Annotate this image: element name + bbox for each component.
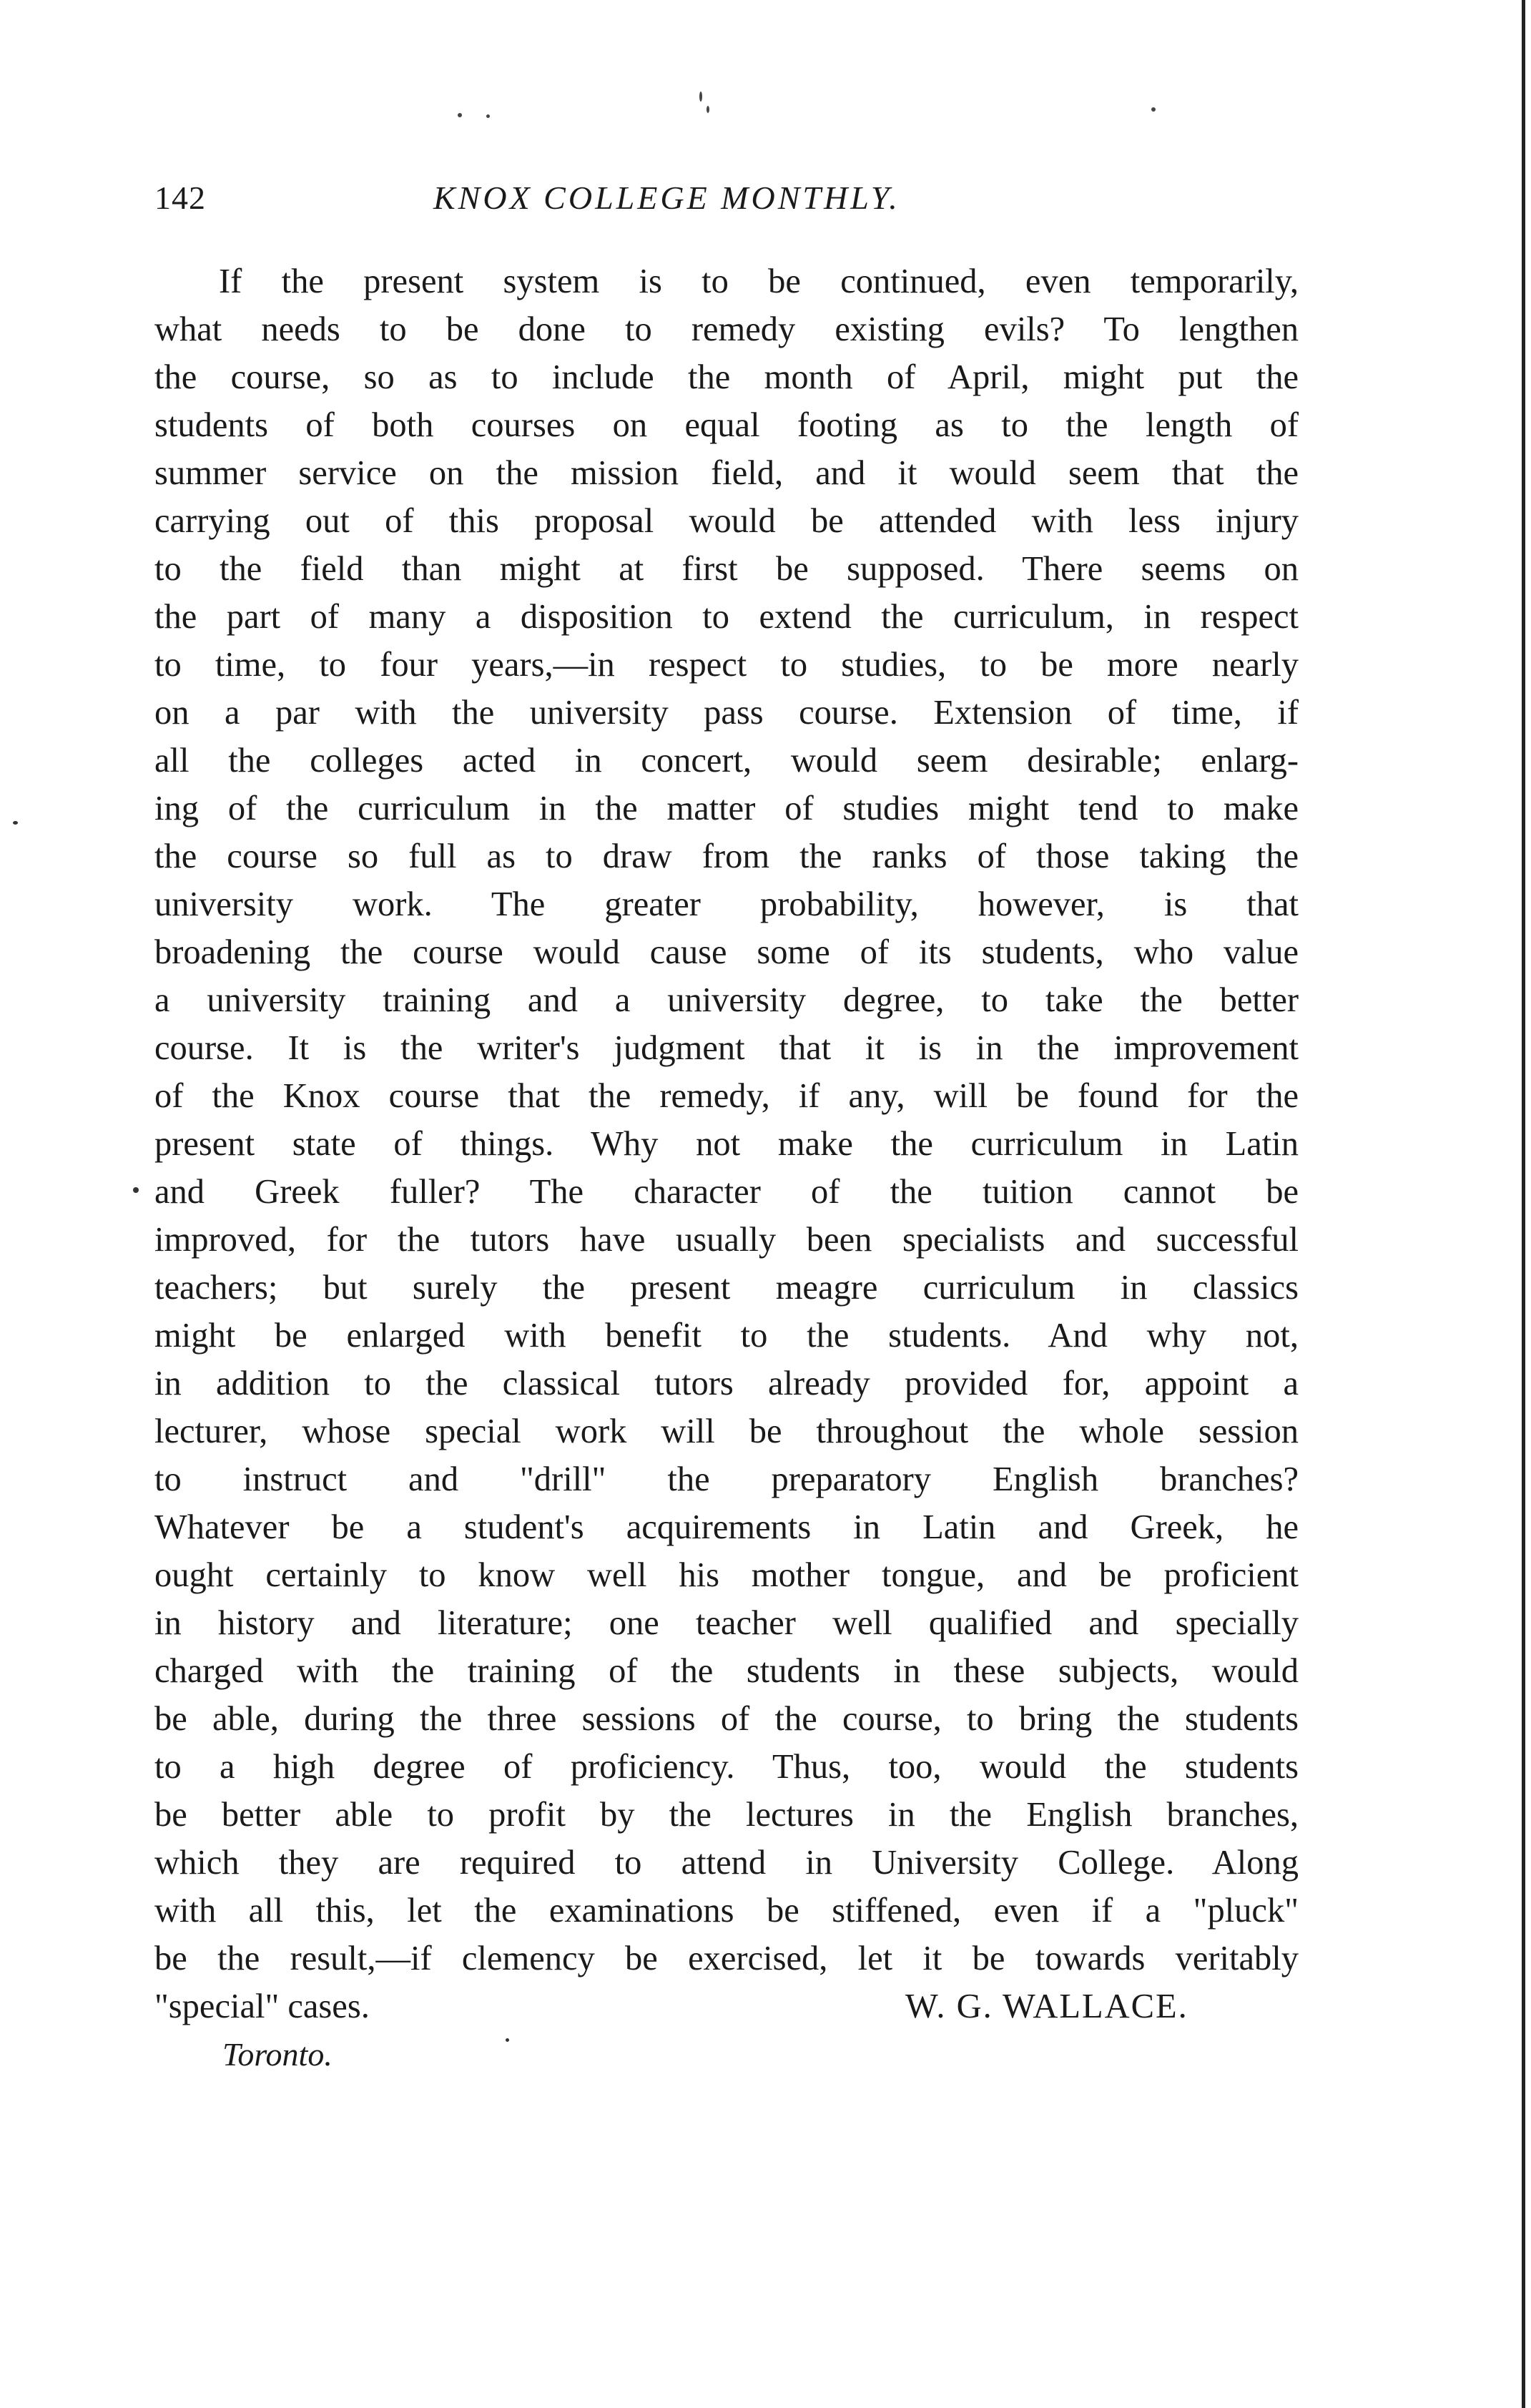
text-line: students of both courses on equal footing as to the length of bbox=[154, 406, 1299, 444]
text-line: Whatever be a student's acquirements in Latin and Greek, he bbox=[154, 1508, 1299, 1546]
text-line: carrying out of this proposal would be attended with less injury bbox=[154, 502, 1299, 540]
text-line: on a par with the university pass course. Extension of time, if bbox=[154, 694, 1299, 732]
text-line: university work. The greater probability, however, is that bbox=[154, 885, 1299, 923]
scan-speck bbox=[1151, 107, 1156, 112]
scan-speck bbox=[486, 114, 490, 118]
text-line: a university training and a university degree, to take the better bbox=[154, 981, 1299, 1019]
text-line: all the colleges acted in concert, would seem desirable; enlarg- bbox=[154, 742, 1299, 780]
text-line: ing of the curriculum in the matter of studies might tend to make bbox=[154, 790, 1299, 827]
running-head: KNOX COLLEGE MONTHLY. bbox=[433, 180, 900, 216]
text-line: summer service on the mission field, and it would seem that the bbox=[154, 454, 1299, 492]
text-line: with all this, let the examinations be stiffened, even if a "pluck" bbox=[154, 1892, 1299, 1930]
text-line: be better able to profit by the lectures in the English branches, bbox=[154, 1796, 1299, 1834]
scan-speck bbox=[458, 113, 462, 117]
text-line: in history and literature; one teacher well qualified and specially bbox=[154, 1604, 1299, 1642]
scan-speck bbox=[699, 92, 702, 102]
text-line: and Greek fuller? The character of the tuition cannot be bbox=[154, 1173, 1299, 1211]
text-line: course. It is the writer's judgment that it is in the improvement bbox=[154, 1029, 1299, 1067]
article-body bbox=[154, 257, 1299, 2078]
text-line: teachers; but surely the present meagre curriculum in classics bbox=[154, 1269, 1299, 1307]
text-line: ought certainly to know well his mother tongue, and be proficient bbox=[154, 1556, 1299, 1594]
scan-speck bbox=[707, 106, 709, 113]
place-of-writing: Toronto. bbox=[222, 2036, 333, 2073]
text-line: If the present system is to be continued, even temporarily, bbox=[219, 262, 1299, 300]
text-line: of the Knox course that the remedy, if any, will be found for the bbox=[154, 1077, 1299, 1115]
text-line: to time, to four years,—in respect to studies, to be more nearly bbox=[154, 646, 1299, 684]
text-line: broadening the course would cause some of its students, who value bbox=[154, 933, 1299, 971]
author-signature: W. G. WALLACE. bbox=[905, 1987, 1188, 2025]
text-line: might be enlarged with benefit to the students. And why not, bbox=[154, 1317, 1299, 1355]
text-line: lecturer, whose special work will be throughout the whole session bbox=[154, 1412, 1299, 1450]
scan-speck bbox=[133, 1187, 139, 1193]
scan-specks bbox=[400, 86, 1187, 129]
page-number: 142 bbox=[154, 180, 206, 216]
text-line: what needs to be done to remedy existing evils? To lengthen bbox=[154, 310, 1299, 348]
scan-speck bbox=[13, 821, 18, 825]
text-line: the course so full as to draw from the ranks of those taking the bbox=[154, 837, 1299, 875]
page-edge-rule bbox=[1522, 0, 1525, 2408]
text-line: the part of many a disposition to extend the curriculum, in respect bbox=[154, 598, 1299, 636]
text-line: be able, during the three sessions of the course, to bring the students bbox=[154, 1700, 1299, 1738]
text-line: improved, for the tutors have usually been specialists and successful bbox=[154, 1221, 1299, 1259]
text-line: present state of things. Why not make the curriculum in Latin bbox=[154, 1125, 1299, 1163]
text-line: in addition to the classical tutors already provided for, appoint a bbox=[154, 1365, 1299, 1402]
closing-line bbox=[154, 1982, 1299, 2030]
text-line: charged with the training of the students in these subjects, would bbox=[154, 1652, 1299, 1690]
text-line: to the field than might at first be supposed. There seems on bbox=[154, 550, 1299, 588]
text-line: which they are required to attend in University College. Along bbox=[154, 1844, 1299, 1882]
final-text-line: "special" cases. bbox=[154, 1987, 370, 2025]
text-line: be the result,—if clemency be exercised, let it be towards veritably bbox=[154, 1940, 1299, 1977]
page-header bbox=[154, 179, 1320, 229]
text-line: the course, so as to include the month of April, might put the bbox=[154, 358, 1299, 396]
text-line: to a high degree of proficiency. Thus, too, would the students bbox=[154, 1748, 1299, 1786]
text-line: to instruct and "drill" the preparatory English branches? bbox=[154, 1460, 1299, 1498]
